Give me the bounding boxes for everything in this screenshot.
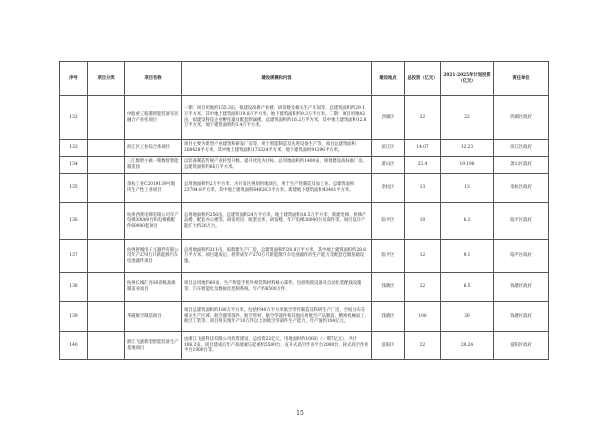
- table-row: [60, 203, 549, 240]
- row-total-investment: 10: [405, 203, 441, 240]
- row-total-investment: 22: [405, 273, 441, 302]
- row-number: 140: [60, 332, 88, 360]
- row-content: 一期：项目用地约155.3亩，拟建设高新产业楼、研发楼及相关生产车间等，总建筑面积约29.1万平方米，其中地上建筑面积19.8万平方米，地下建筑面积约9.3万平方米。二期：项目用地43亩，拟建设科技企业孵化器及配套附属楼，总建筑面积约16.2万平方米，其中地上建筑面积12.8万平方米，地下建筑面积约3.4万平方米。: [182, 96, 372, 140]
- header-total-investment: 总投资（亿元）: [405, 62, 441, 96]
- row-category: [88, 174, 125, 203]
- header-responsible-unit: 责任单位: [494, 62, 549, 96]
- row-planned-investment: 6.3: [441, 203, 494, 240]
- row-number: 137: [60, 240, 88, 273]
- row-number: 135: [60, 174, 88, 203]
- row-responsible-unit: 钱塘区政府: [494, 273, 549, 302]
- row-total-investment: 13: [405, 174, 441, 203]
- row-responsible-unit: 余杭区政府: [494, 174, 549, 203]
- row-category: [88, 96, 125, 140]
- table-row: [60, 332, 549, 360]
- table-row: [60, 240, 549, 273]
- table-row: [60, 96, 549, 140]
- row-location: 临平区: [372, 203, 405, 240]
- row-project-name: 中船重工临港智能装备军民融合产业化项目: [125, 96, 182, 140]
- row-responsible-unit: 西湖区政府: [494, 96, 549, 140]
- row-category: [88, 302, 125, 332]
- row-content: 以装备制造传统产业转型升级、提升优化为目标，总用地面积约1400亩，规划建设高标准厂房，总建筑面积约66万平方米。: [182, 157, 372, 174]
- row-project-name: 华磁航空制造项目: [125, 302, 182, 332]
- header-no: 序号: [60, 62, 88, 96]
- row-project-name: 杭州舒城电子元器件有限公司年产270万只新能源汽车电池器件项目: [125, 240, 182, 273]
- row-project-name: 三江数智小镇一期数智智能制造园: [125, 157, 182, 174]
- row-project-name: 杭州长城汇谷36省级高端制造业项目: [125, 273, 182, 302]
- row-category: [88, 240, 125, 273]
- row-location: 滨江区: [372, 140, 405, 157]
- row-content: 项目主要为新型产业建筑和研发厂房等，用于智能制造及先进设备生产等，项目总建筑面积208428平方米，其中地上建筑面积173324平方米，地下建筑面积91296平方米。: [182, 140, 372, 157]
- row-content: 项目总用地约60亩，生产智能手机外观装饰材料核心部件。包括购置设备及自动化装配线设施等，汽车智能化及数据化控制系统。年产约6500万件。: [182, 273, 372, 302]
- row-number: 132: [60, 96, 88, 140]
- row-content: 项目总建筑面积约180万平方米，包括约40万平方米航空零件制造及科研生产厂房，空间分布在相关生产区域；航空器零部件、航空管材、航空零部件和其他民用航空产品制造、精密机械加工、航空工装等，项目将实现年产10万件以上的航空零部件生产能力，年产值约104亿元。: [182, 302, 372, 332]
- row-category: [88, 332, 125, 360]
- table-row: [60, 174, 549, 203]
- row-planned-investment: 12.23: [441, 140, 494, 157]
- row-project-name: 浙江飞旋新型智能装备生产基地项目: [125, 332, 182, 360]
- row-location: 余杭区: [372, 174, 405, 203]
- header-planned-investment: 2021-2025年计划投资（亿元）: [441, 62, 494, 96]
- table-header-row: [60, 62, 549, 96]
- row-planned-investment: 9.1: [441, 240, 494, 273]
- row-project-name: 滨江区工业综合体项目: [125, 140, 182, 157]
- row-number: 139: [60, 302, 88, 332]
- row-planned-investment: 13: [441, 174, 494, 203]
- row-number: 138: [60, 273, 88, 302]
- project-table: [59, 61, 549, 360]
- row-total-investment: 14.07: [405, 140, 441, 157]
- page-number: 15: [296, 410, 304, 417]
- row-responsible-unit: 富阳区政府: [494, 332, 549, 360]
- row-total-investment: 12: [405, 240, 441, 273]
- header-location: 建设地点: [372, 62, 405, 96]
- row-category: [88, 203, 125, 240]
- row-project-name: 余杭工业C2019139号地块生产性工业项目: [125, 174, 182, 203]
- row-total-investment: 22: [405, 96, 441, 140]
- table-row: [60, 302, 549, 332]
- header-name: 项目名称: [125, 62, 182, 96]
- row-planned-investment: 19.198: [441, 157, 494, 174]
- table-row: [60, 273, 549, 302]
- row-number: 133: [60, 140, 88, 157]
- row-number: 134: [60, 157, 88, 174]
- row-responsible-unit: 临平区政府: [494, 240, 549, 273]
- row-planned-investment: 20.24: [441, 332, 494, 360]
- row-planned-investment: 30: [441, 302, 494, 332]
- row-location: 临平区: [372, 240, 405, 273]
- header-content: 建设规模和内容: [182, 62, 372, 96]
- row-content: 总用地面积约2万平方米，为开发区规划用地项目，用于生产性制造及加工业。总建筑面积23794.8平方米，其中地上建筑面积64928.5平方米，新建地下建筑面积43481平方米。: [182, 174, 372, 203]
- row-location: 钱塘区: [372, 302, 405, 332]
- row-location: 西湖区: [372, 96, 405, 140]
- row-responsible-unit: 滨江区政府: [494, 140, 549, 157]
- row-category: [88, 157, 125, 174]
- row-category: [88, 273, 125, 302]
- row-responsible-unit: 临平区政府: [494, 203, 549, 240]
- table-row: [60, 140, 549, 157]
- row-location: 富阳区: [372, 332, 405, 360]
- header-category: 项目分类: [88, 62, 125, 96]
- row-location: 钱塘区: [372, 273, 405, 302]
- row-total-investment: 22.4: [405, 157, 441, 174]
- row-responsible-unit: 萧山区政府: [494, 157, 549, 174]
- row-total-investment: 100: [405, 302, 441, 332]
- table-row: [60, 157, 549, 174]
- row-location: 萧山区: [372, 157, 405, 174]
- row-total-investment: 22: [405, 332, 441, 360]
- row-planned-investment: 22: [441, 96, 494, 140]
- row-responsible-unit: 钱塘区政府: [494, 302, 549, 332]
- row-number: 136: [60, 203, 88, 240]
- row-planned-investment: 6.5: [441, 273, 494, 302]
- row-category: [88, 140, 125, 157]
- row-content: 由浙江飞旋科技有限公司投资建设，总投资22亿元，用地面积约100亩（一期7亿元），共计106.2亩。项目建成后年产高端液压起重机5500台、直升式高空作业平台2000台、轮式高空作业平台1000台等。: [182, 332, 372, 360]
- row-content: 总用地面积约256亩，总建筑面积24万平方米，地上建筑面积18.5万平方米，新建电梯、机梯产品楼、配套办公楼等。研发用房、配套仓库、研发楼，年产电梯30000台及部件等，项目设计产能扩大约20万台。: [182, 203, 372, 240]
- row-content: 总用地面积约211亩，拟新建生产厂房、总建筑面积约20.8万平方米，其中地上建筑面积约28.8万平方米。项目建成后，将形成年产270万只新能源汽车电池器件的生产能力及配套仓储基础设施。: [182, 240, 372, 273]
- row-project-name: 杭州西奥电梯有限公司年产电梯30000台和电梯模配件60000套项目: [125, 203, 182, 240]
